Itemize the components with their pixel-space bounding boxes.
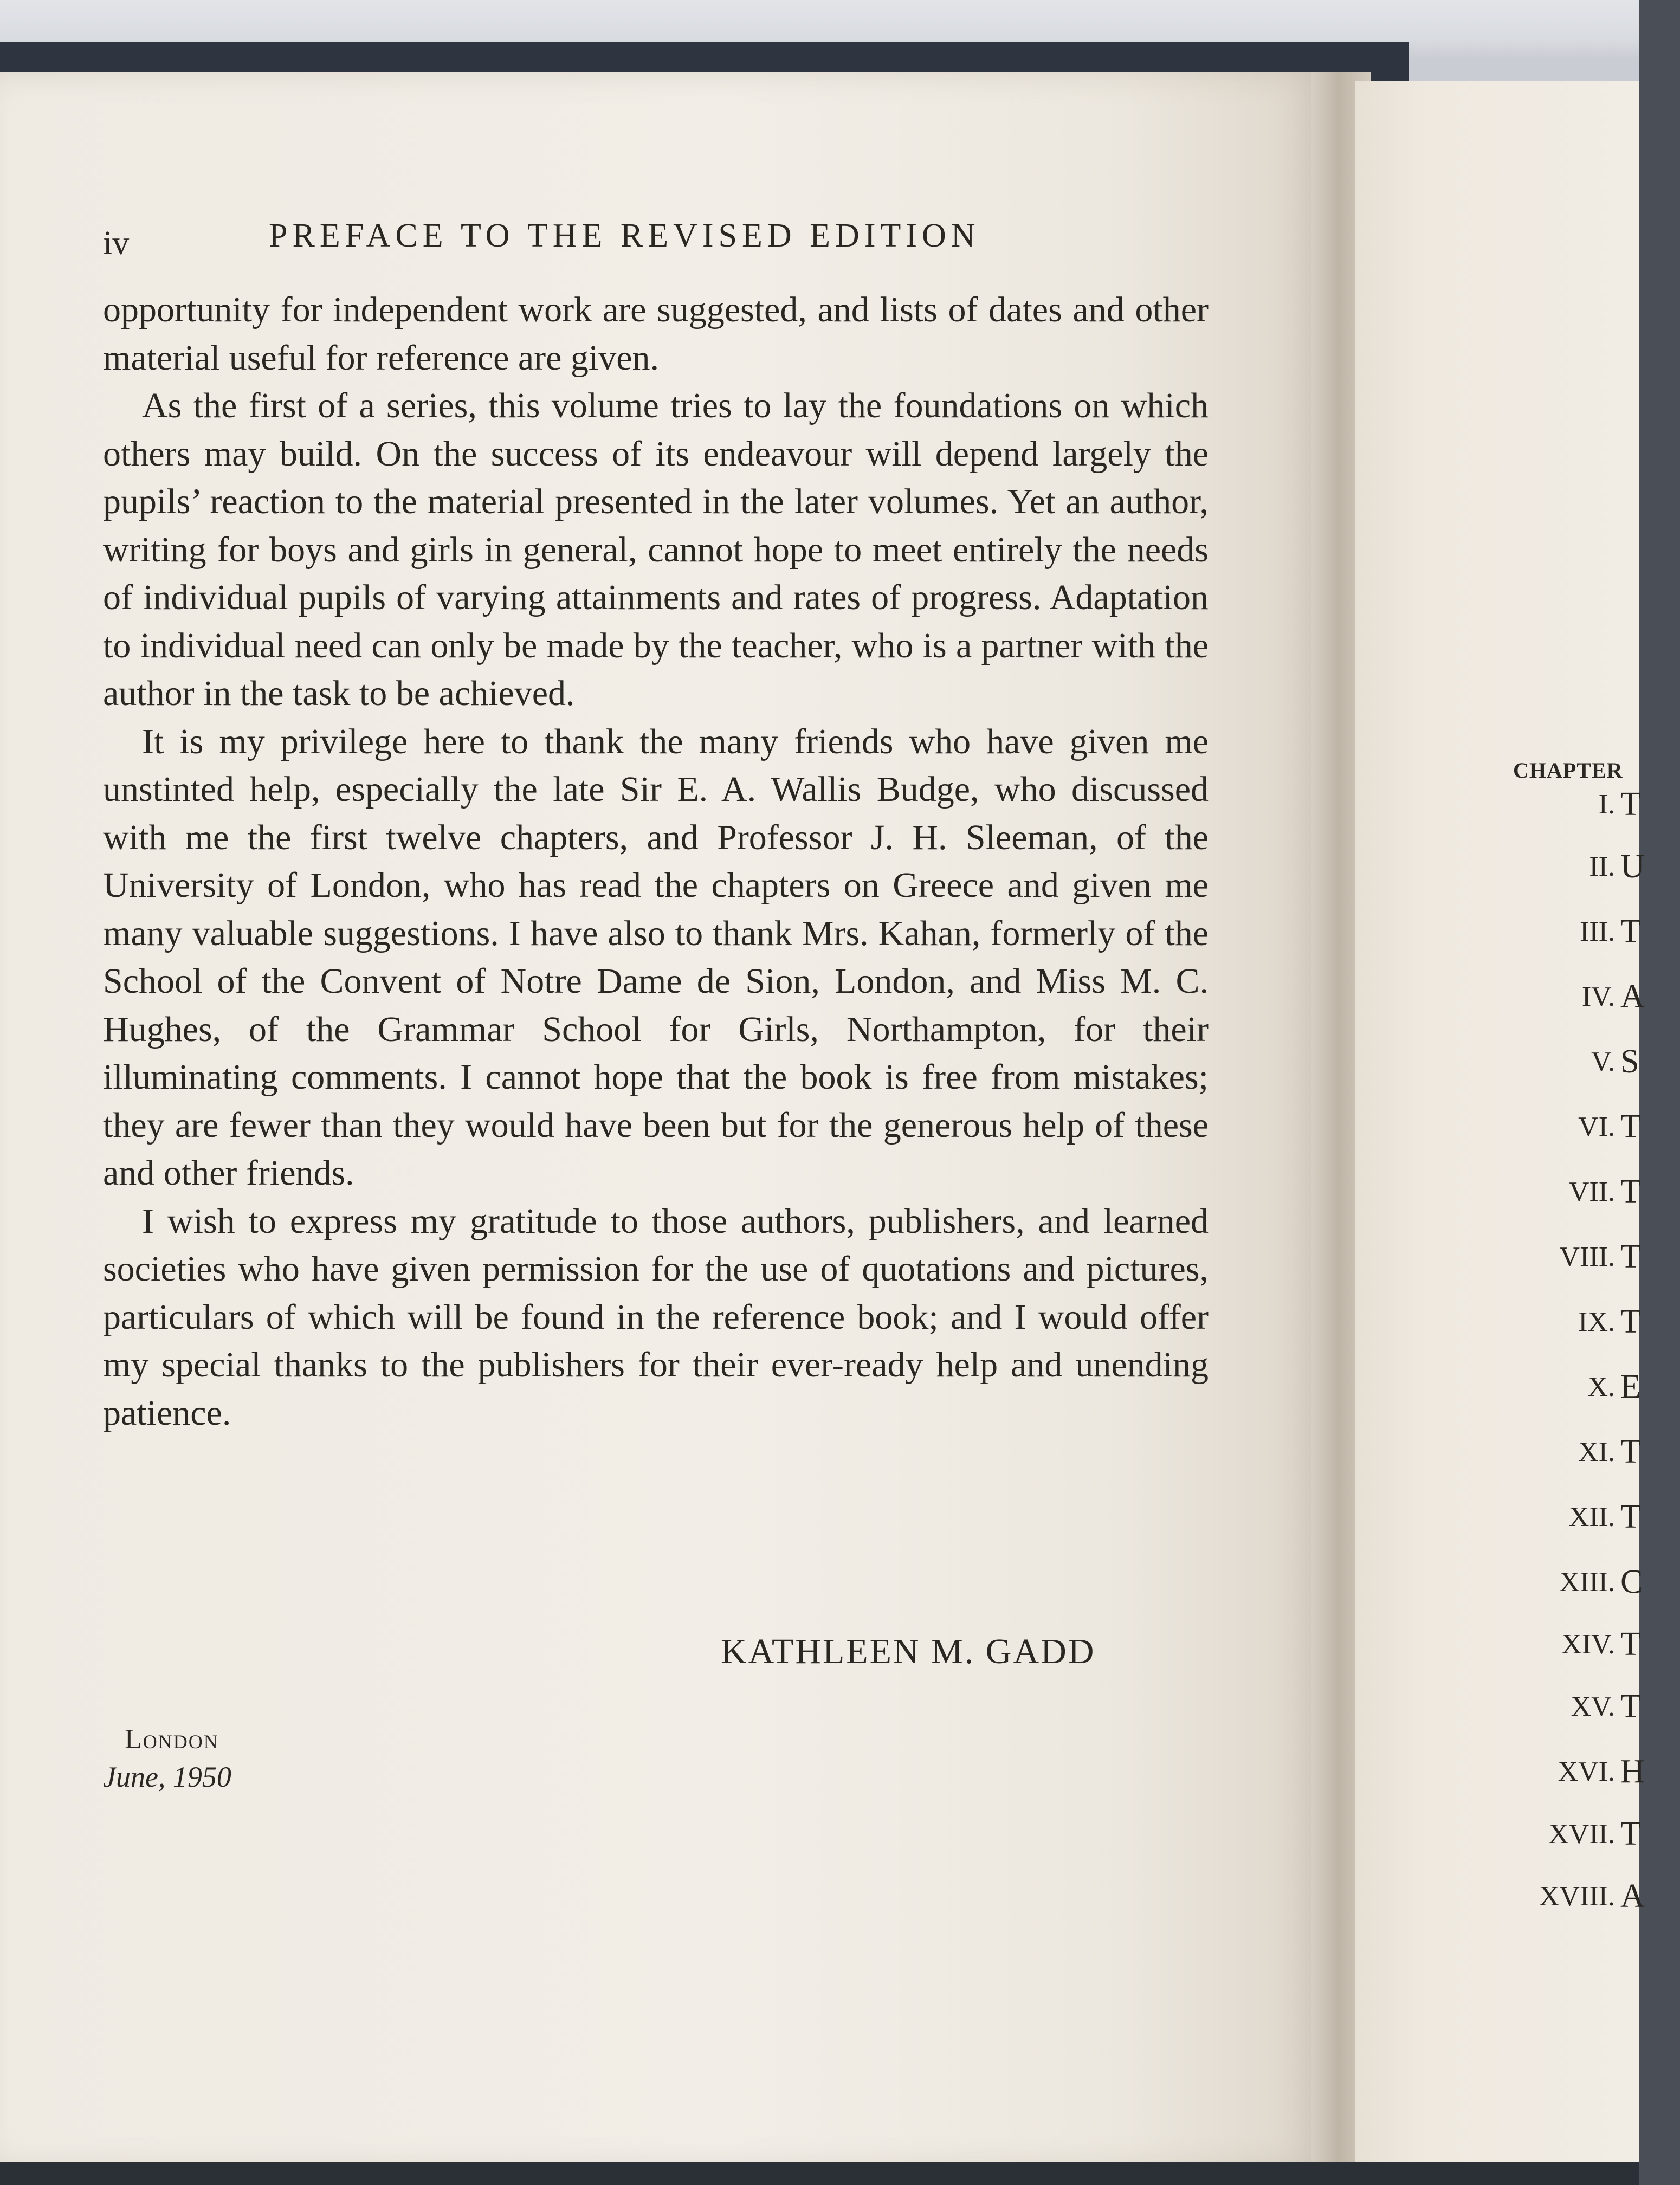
toc-entry: [1463, 978, 1680, 1024]
toc-entry: [1463, 1238, 1680, 1284]
toc-entry-title: T: [1620, 1626, 1641, 1663]
toc-entry-number: XIII.: [1559, 1567, 1615, 1598]
toc-entry: [1463, 1303, 1680, 1349]
paragraph: opportunity for independent work are suggested, and lists of dates and other material useful for reference are given.: [103, 290, 1209, 378]
toc-entry-number: XV.: [1571, 1691, 1615, 1722]
toc-entry-title: A: [1620, 1878, 1645, 1915]
toc-entry: [1463, 1563, 1680, 1609]
toc-entry-number: XVII.: [1548, 1819, 1615, 1850]
place-line: London: [125, 1724, 219, 1755]
toc-entry-title: T: [1620, 1173, 1641, 1210]
toc-entry-number: III.: [1580, 916, 1615, 947]
toc-entry-number: XVIII.: [1539, 1881, 1615, 1912]
toc-entry: [1463, 1108, 1680, 1154]
toc-entry: [1463, 1173, 1680, 1219]
toc-entry-title: T: [1620, 786, 1641, 823]
toc-entry: [1463, 913, 1680, 959]
toc-entry-title: T: [1620, 913, 1641, 950]
paragraph: I wish to express my gratitude to those authors, publishers, and learned societies who have given permission for the use of quotations and pictures, particulars of which will be found in the reference book; and I would offer my special thanks to the publishers for their ever-ready help and unending patience.: [103, 1201, 1209, 1433]
toc-entry-number: IX.: [1578, 1307, 1615, 1337]
toc-entry-number: V.: [1591, 1046, 1615, 1077]
toc-entry-number: XIV.: [1561, 1629, 1615, 1660]
toc-header: CHAPTER: [1513, 758, 1623, 783]
toc-entry-number: XVI.: [1558, 1756, 1615, 1787]
toc-entry: [1463, 1688, 1680, 1734]
toc-entry: [1463, 848, 1680, 894]
author-signature: KATHLEEN M. GADD: [721, 1632, 1096, 1671]
toc-entry-title: C: [1620, 1563, 1643, 1600]
toc-entry-title: H: [1620, 1753, 1645, 1790]
toc-entry-title: T: [1620, 1303, 1641, 1340]
paragraph: As the first of a series, this volume tries to lay the foundations on which others may build. On the success of its endeavour will depend largely the pupils’ reaction to the material presented in the later volumes. Yet an author, writing for boys and girls in general, cannot hope to meet entirely the needs of individual pupils of varying attainments and rates of progress. Adaptation to individual need can only be made by the teacher, who is a partner with the author in the task to be achieved.: [103, 386, 1209, 713]
toc-entry-number: I.: [1598, 789, 1615, 820]
toc-entry: [1463, 788, 1680, 832]
toc-entry-number: VI.: [1578, 1111, 1615, 1142]
toc-entry-title: T: [1620, 1688, 1641, 1725]
toc-entry-title: T: [1620, 1108, 1641, 1145]
toc-entry: [1463, 1368, 1680, 1414]
toc-entry: [1463, 1433, 1680, 1479]
running-head-title: PREFACE TO THE REVISED EDITION: [269, 217, 980, 254]
toc-entry-number: II.: [1589, 851, 1615, 882]
toc-entry-number: XI.: [1578, 1437, 1615, 1468]
toc-entry: [1463, 1628, 1680, 1672]
toc-entry-title: E: [1620, 1368, 1641, 1405]
toc-entry-title: A: [1620, 978, 1645, 1015]
toc-entry-title: T: [1620, 1433, 1641, 1470]
toc-entry-title: U: [1620, 848, 1645, 885]
toc-entry-title: S: [1620, 1043, 1639, 1080]
toc-entry-title: T: [1620, 1238, 1641, 1275]
running-head: [103, 217, 1198, 271]
toc-entry-title: T: [1620, 1498, 1641, 1535]
bottom-shadow: [0, 2162, 1639, 2185]
toc-entry: [1463, 1498, 1680, 1544]
toc-entry: [1463, 1043, 1680, 1089]
paragraph: It is my privilege here to thank the many friends who have given me unstinted help, especially the late Sir E. A. Wallis Budge, who discussed with me the first twelve chapters, and Professor J. H. Sleeman, of the University of London, who has read the chapters on Greece and given me many valuable suggestions. I have also to thank Mrs. Kahan, formerly of the School of the Convent of Notre Dame de Sion, London, and Miss M. C. Hughes, of the Grammar School for Girls, Northampton, for their illuminating comments. I cannot hope that the book is free from mistakes; they are fewer than they would have been but for the generous help of these and other friends.: [103, 721, 1209, 1193]
toc-entry: [1463, 1815, 1680, 1861]
toc-entry-number: XII.: [1568, 1502, 1615, 1533]
toc-entry-number: IV.: [1581, 981, 1615, 1012]
page-number: iv: [103, 225, 130, 262]
date-line: June, 1950: [103, 1761, 231, 1793]
toc-entry-number: X.: [1587, 1372, 1615, 1402]
toc-entry-number: VIII.: [1559, 1242, 1615, 1272]
toc-entry-number: VII.: [1568, 1176, 1615, 1207]
toc-entry-title: T: [1620, 1815, 1641, 1852]
preface-body: [103, 286, 1209, 1437]
toc-entry: [1463, 1880, 1680, 1924]
toc-entry: [1463, 1753, 1680, 1799]
